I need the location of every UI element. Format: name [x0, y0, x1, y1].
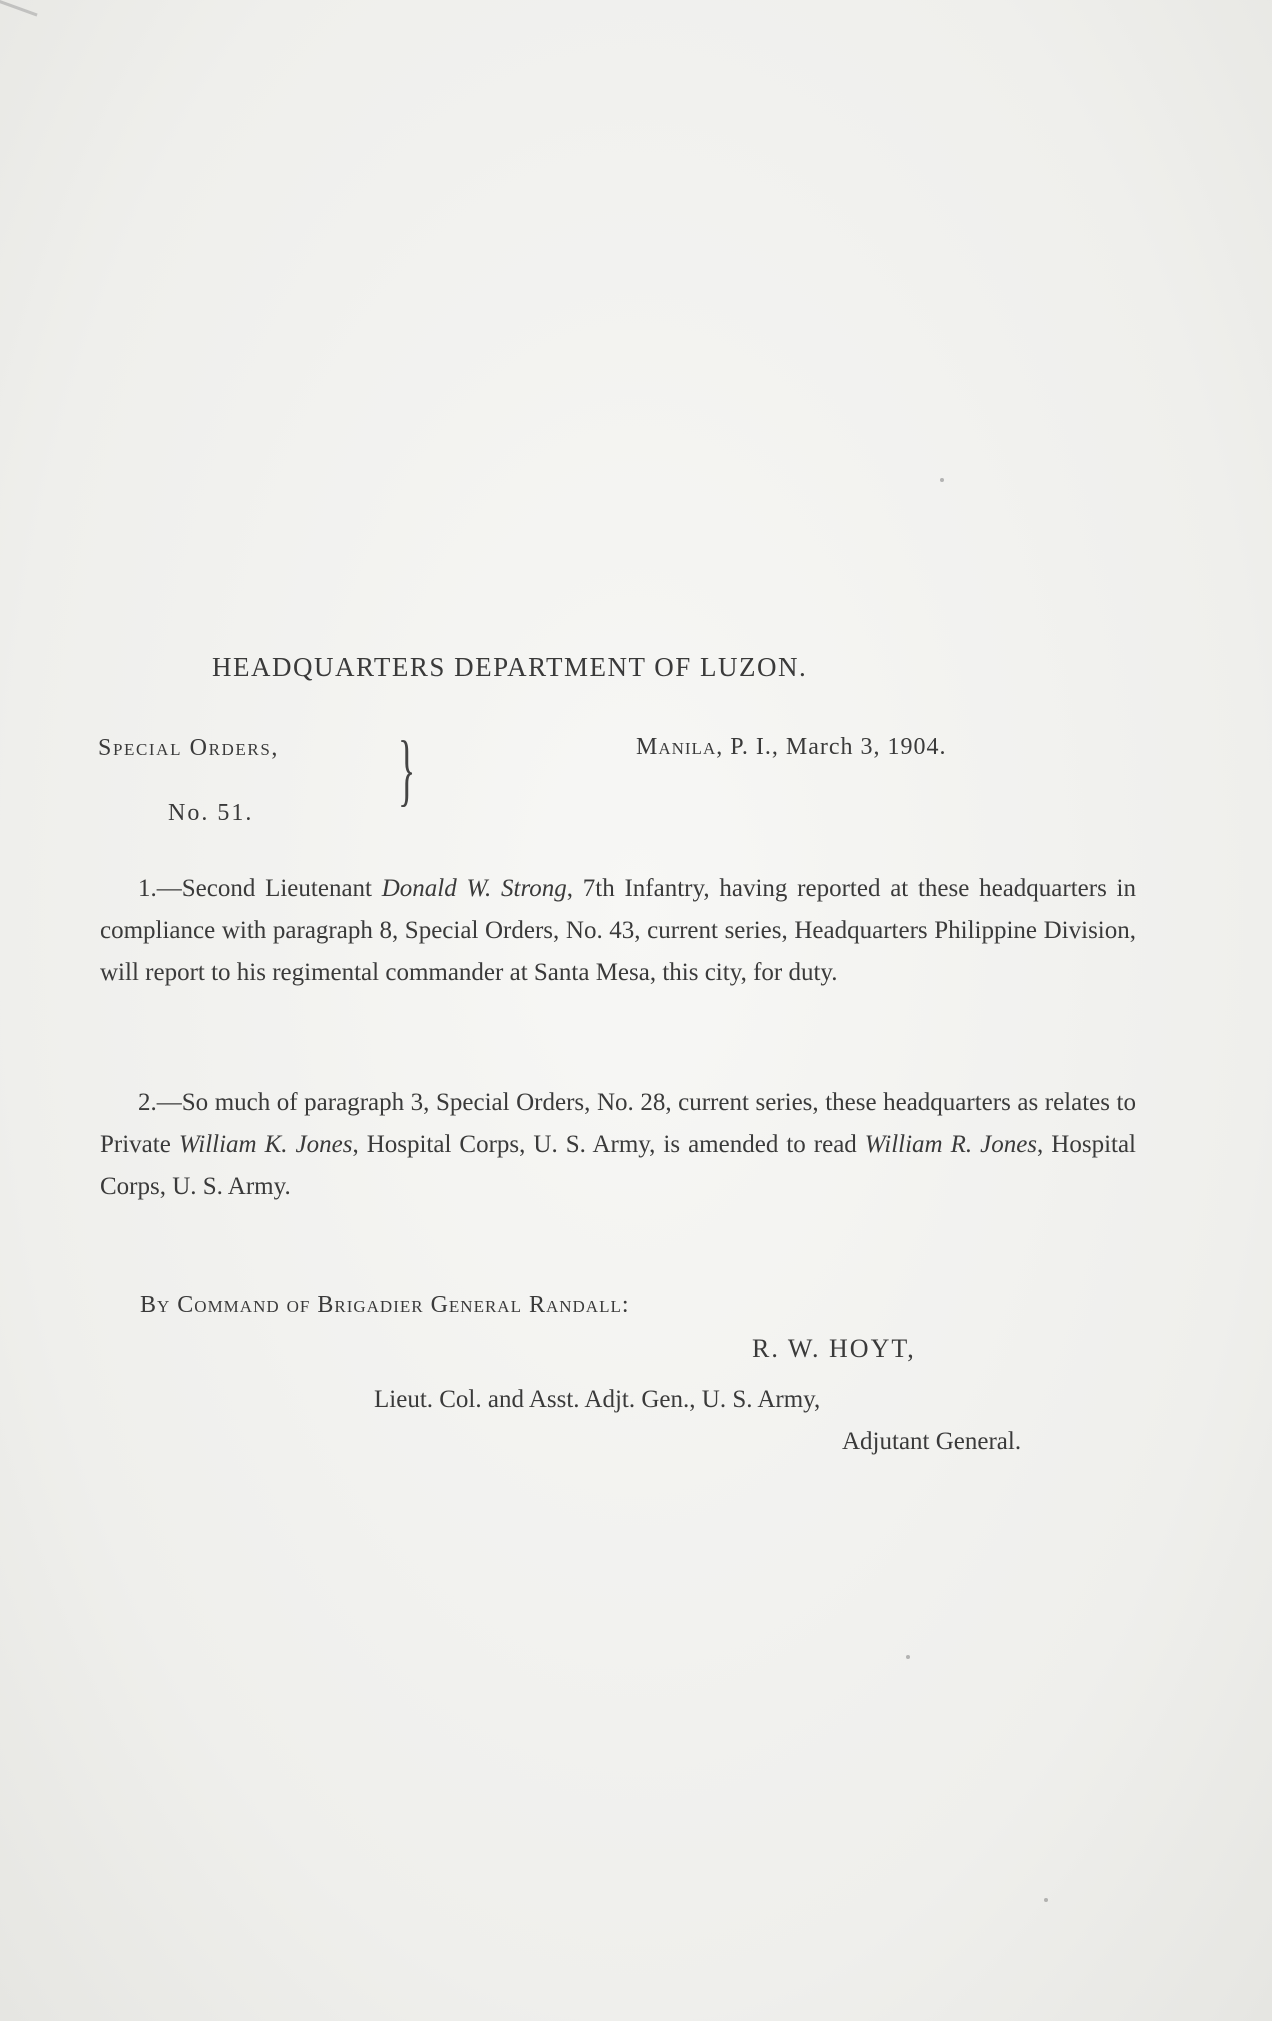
date-text: March 3, 1904. — [785, 734, 947, 760]
paragraph-1-lead: 1.—Second Lieutenant — [138, 875, 382, 902]
brace-icon: } — [398, 726, 416, 814]
paper-speck — [1044, 1898, 1048, 1902]
original-name: William K. Jones — [178, 1131, 353, 1158]
place-text: Manila, P. I., — [636, 734, 779, 760]
signer-role: Adjutant General. — [842, 1428, 1022, 1455]
orders-number: No. 51. — [168, 800, 254, 826]
paragraph-2-lead: 2.—So much of paragraph 3, Special Orders, No. 28, current series, these headquarters as relates to Private — [100, 1089, 1136, 1158]
paragraph-1-rest: , 7th Infantry, having reported at these headquarters in compliance with paragraph 8, Special Orders, No. 43, current series, Headquarters Philippine Division, will report to his regimental commander at Santa Mesa, this city, for duty. — [100, 875, 1136, 986]
order-paragraph-2 — [100, 1082, 1136, 1208]
page-title: HEADQUARTERS DEPARTMENT OF LUZON. — [212, 652, 808, 682]
paper-speck — [906, 1655, 910, 1659]
paper-speck — [940, 478, 944, 482]
order-paragraph-1 — [100, 868, 1136, 994]
command-line: By Command of Brigadier General Randall: — [140, 1292, 630, 1318]
special-orders-label: Special Orders, — [98, 735, 279, 761]
amended-name: William R. Jones — [864, 1131, 1038, 1158]
paragraph-2-middle: , Hospital Corps, U. S. Army, is amended to read — [352, 1131, 865, 1158]
paragraph-2-rest: , Hospital Corps, U. S. Army. — [100, 1131, 1136, 1200]
officer-name: Donald W. Strong — [381, 875, 567, 902]
signer-name: R. W. HOYT, — [752, 1334, 916, 1363]
dateline — [636, 734, 947, 761]
signer-title: Lieut. Col. and Asst. Adjt. Gen., U. S. Army, — [374, 1386, 821, 1413]
